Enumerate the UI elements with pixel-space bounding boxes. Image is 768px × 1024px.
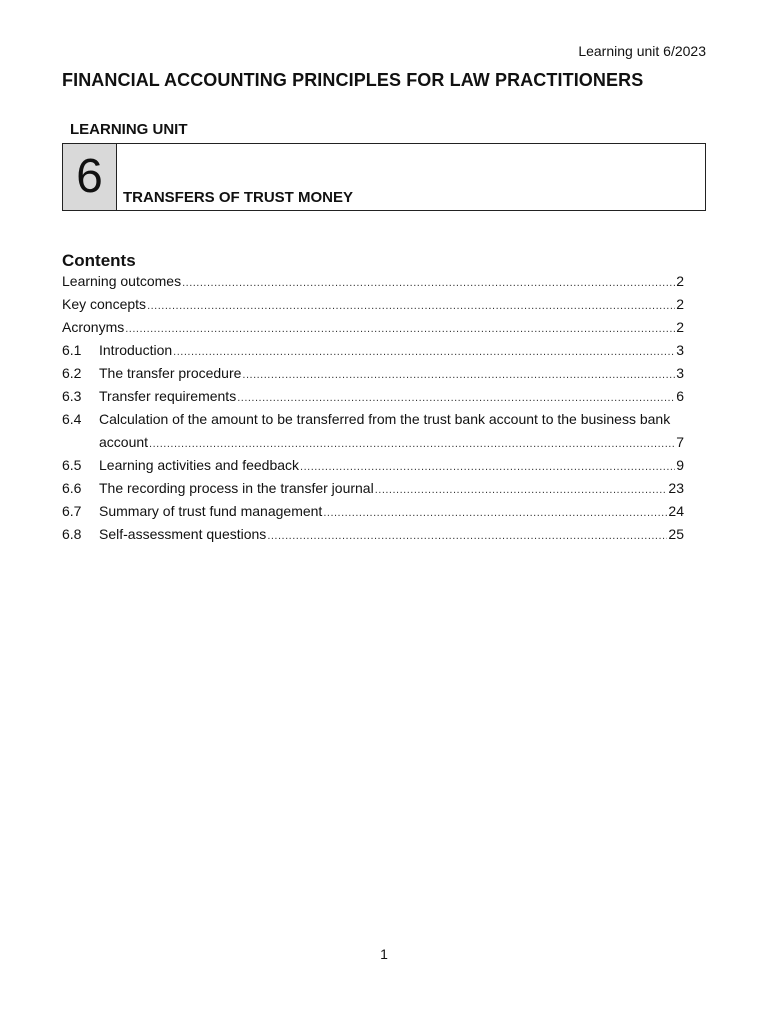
toc-entry-6-7[interactable]	[62, 500, 684, 523]
toc-entry-text: Calculation of the amount to be transferred from the trust bank account to the business bank	[99, 411, 671, 427]
toc-entry-text: The transfer procedure	[99, 365, 242, 381]
toc-entry-number: 6.2	[62, 365, 82, 381]
toc-entry-text: Introduction	[99, 342, 173, 358]
toc-entry-page: 23	[668, 480, 684, 496]
learning-unit-box	[62, 143, 706, 211]
toc-entry-text: Learning activities and feedback	[99, 457, 300, 473]
toc-entry-6-6[interactable]	[62, 477, 684, 500]
toc-entry-6-2[interactable]	[62, 362, 684, 385]
toc-leader-dots	[173, 339, 675, 364]
toc-leader-dots	[182, 270, 675, 295]
toc-entry-page: 9	[676, 457, 684, 473]
learning-unit-number: 6	[63, 144, 117, 210]
toc-leader-dots	[267, 523, 667, 548]
toc-leader-dots	[242, 362, 675, 387]
toc-entry-page: 25	[668, 526, 684, 542]
toc-entry-acronyms[interactable]	[62, 316, 684, 339]
toc-entry-text: Self-assessment questions	[99, 526, 267, 542]
toc-leader-dots	[125, 316, 675, 341]
toc-entry-6-8[interactable]	[62, 523, 684, 546]
toc-entry-6-1[interactable]	[62, 339, 684, 362]
toc-entry-text: Acronyms	[62, 319, 125, 335]
toc-leader-dots	[237, 385, 675, 410]
running-header: Learning unit 6/2023	[578, 43, 706, 59]
contents-heading: Contents	[62, 251, 136, 270]
toc-entry-page: 2	[676, 319, 684, 335]
page-number: 1	[380, 946, 388, 962]
toc-entry-6-4[interactable]	[62, 408, 684, 431]
toc-leader-dots	[147, 293, 675, 318]
toc-leader-dots	[300, 454, 675, 479]
toc-entry-number: 6.8	[62, 526, 82, 542]
toc-entry-number: 6.7	[62, 503, 82, 519]
toc-entry-number: 6.6	[62, 480, 82, 496]
toc-entry-page: 2	[676, 273, 684, 289]
document-title: FINANCIAL ACCOUNTING PRINCIPLES FOR LAW PRACTITIONERS	[62, 70, 644, 90]
learning-unit-title: TRANSFERS OF TRUST MONEY	[123, 189, 354, 206]
toc-leader-dots	[323, 500, 667, 525]
toc-entry-6-3[interactable]	[62, 385, 684, 408]
toc-entry-page: 3	[676, 342, 684, 358]
toc-entry-text: Transfer requirements	[99, 388, 237, 404]
toc-entry-text-continued: account	[99, 434, 149, 450]
toc-entry-page: 24	[668, 503, 684, 519]
toc-entry-page: 2	[676, 296, 684, 312]
toc-entry-text: Key concepts	[62, 296, 147, 312]
toc-entry-number: 6.1	[62, 342, 82, 358]
toc-entry-page: 3	[676, 365, 684, 381]
toc-leader-dots	[149, 431, 675, 456]
learning-unit-label: LEARNING UNIT	[70, 121, 188, 138]
toc-entry-text: Learning outcomes	[62, 273, 182, 289]
toc-entry-number: 6.5	[62, 457, 82, 473]
toc-leader-dots	[375, 477, 668, 502]
toc-entry-number: 6.3	[62, 388, 82, 404]
toc-entry-key-concepts[interactable]	[62, 293, 684, 316]
toc-entry-page: 6	[676, 388, 684, 404]
toc-entry-number: 6.4	[62, 411, 82, 427]
toc-entry-6-4-continued[interactable]	[62, 431, 684, 454]
toc-entry-learning-outcomes[interactable]	[62, 270, 684, 293]
table-of-contents	[62, 270, 684, 546]
toc-entry-6-5[interactable]	[62, 454, 684, 477]
toc-entry-page: 7	[676, 434, 684, 450]
toc-entry-text: The recording process in the transfer journal	[99, 480, 374, 496]
toc-entry-text: Summary of trust fund management	[99, 503, 323, 519]
